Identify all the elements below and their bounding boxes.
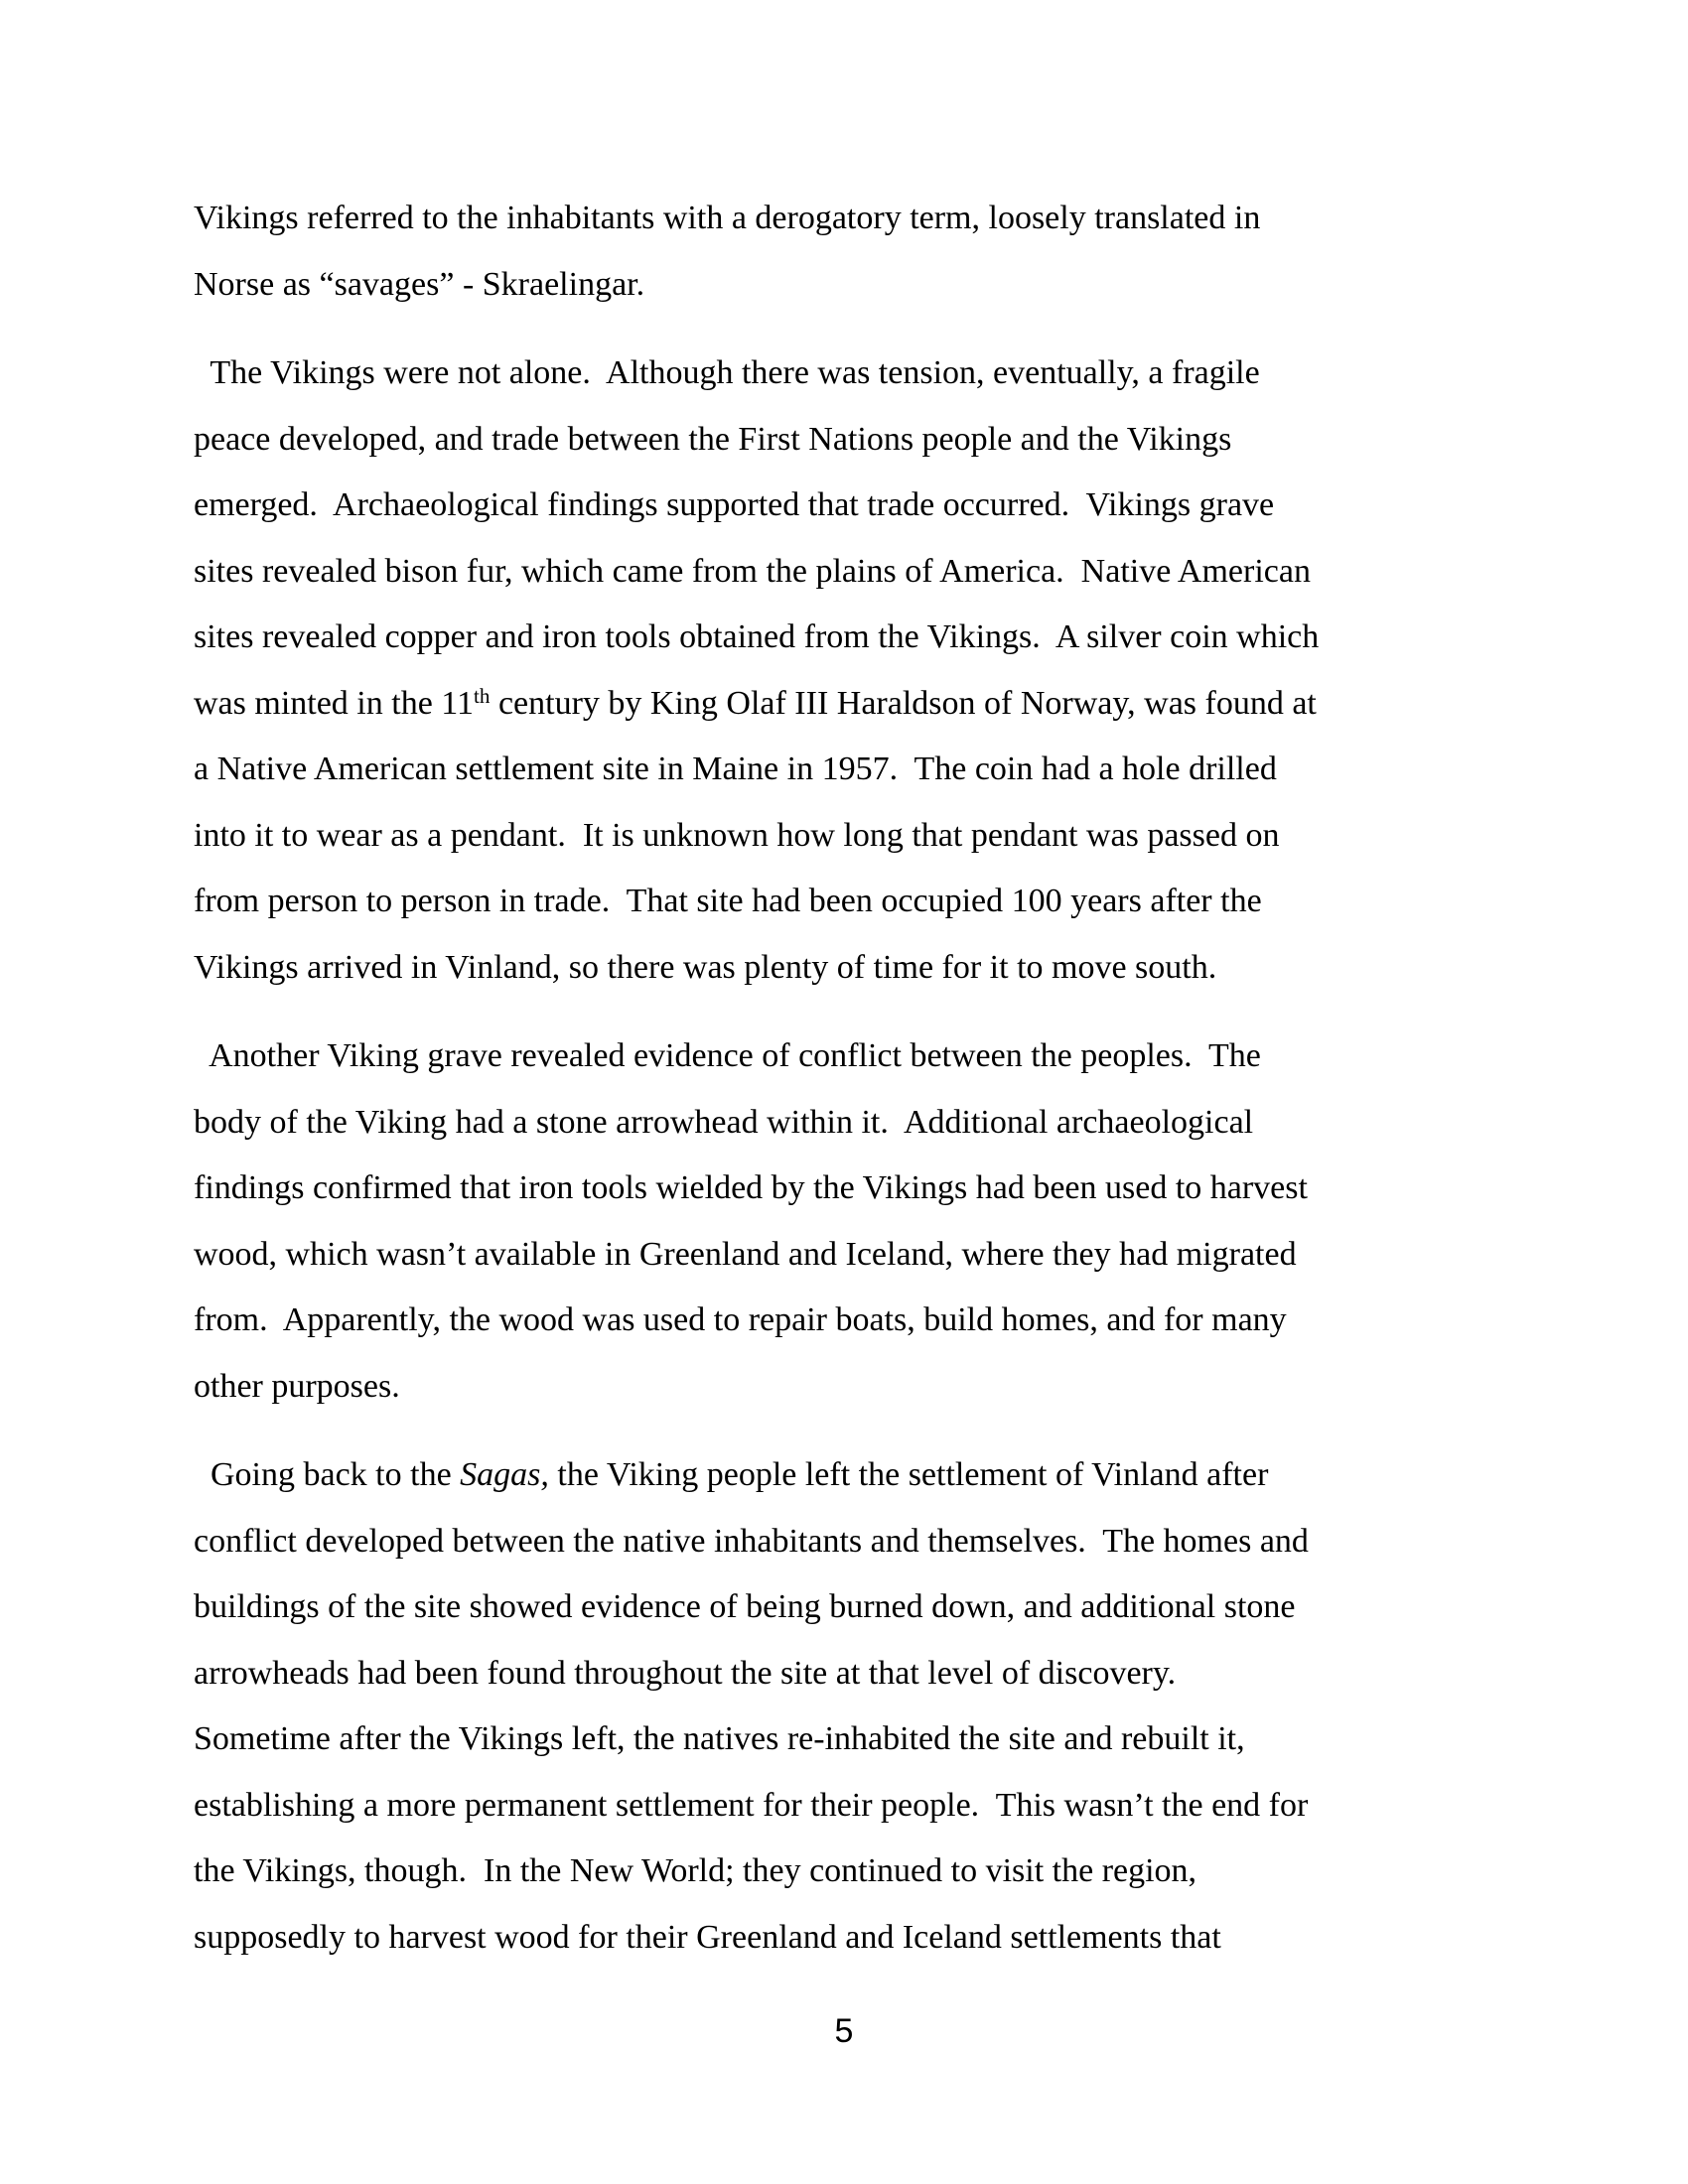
text-line: from. Apparently, the wood was used to repair boats, build homes, and for many [194,1301,1287,1338]
text-line: Another Viking grave revealed evidence of conflict between the peoples. The [194,1037,1261,1074]
text-line: the Vikings, though. In the New World; they continued to visit the region, [194,1852,1197,1889]
text-line: conflict developed between the native inhabitants and themselves. The homes and [194,1522,1309,1560]
paragraph [194,341,1534,1001]
text-line: buildings of the site showed evidence of being burned down, and additional stone [194,1588,1296,1625]
text-line: establishing a more permanent settlement for their people. This wasn’t the end for [194,1786,1309,1824]
text-line: from person to person in trade. That site had been occupied 100 years after the [194,883,1262,919]
text-line: Vikings referred to the inhabitants with a derogatory term, loosely translated in [194,200,1261,236]
text-line: Going back to the Sagas, the Viking people left the settlement of Vinland after [194,1456,1269,1493]
text-line: body of the Viking had a stone arrowhead within it. Additional archaeological [194,1103,1254,1141]
text-line: emerged. Archaeological findings supported that trade occurred. Vikings grave [194,486,1275,523]
text-line: was minted in the 11th century by King Olaf III Haraldson of Norway, was found at [194,684,1317,722]
text-line: into it to wear as a pendant. It is unknown how long that pendant was passed on [194,816,1280,854]
paragraph [194,1442,1534,1971]
text-line: Vikings arrived in Vinland, so there was plenty of time for it to move south. [194,948,1217,986]
text-line: sites revealed bison fur, which came from the plains of America. Native American [194,552,1311,590]
text-line: wood, which wasn’t available in Greenland and Iceland, where they had migrated [194,1235,1297,1273]
paragraph [194,1024,1534,1420]
superscript-text: th [474,684,491,709]
text-line: Norse as “savages” - Skraelingar. [194,265,645,303]
italic-text: Sagas, [460,1456,549,1493]
text-line: peace developed, and trade between the First Nations people and the Vikings [194,420,1232,458]
text-line: findings confirmed that iron tools wielded by the Vikings had been used to harvest [194,1169,1308,1206]
text-line: Sometime after the Vikings left, the natives re-inhabited the site and rebuilt it, [194,1720,1245,1757]
text-line: a Native American settlement site in Maine in 1957. The coin had a hole drilled [194,751,1277,787]
paragraph [194,186,1534,318]
body-text [194,186,1534,1971]
text-line: The Vikings were not alone. Although there was tension, eventually, a fragile [194,354,1260,391]
text-line: supposedly to harvest wood for their Greenland and Iceland settlements that [194,1918,1221,1956]
text-line: other purposes. [194,1367,400,1405]
page-number: 5 [834,2012,854,2050]
text-line: arrowheads had been found throughout the site at that level of discovery. [194,1654,1177,1692]
text-line: sites revealed copper and iron tools obtained from the Vikings. A silver coin which [194,618,1320,655]
